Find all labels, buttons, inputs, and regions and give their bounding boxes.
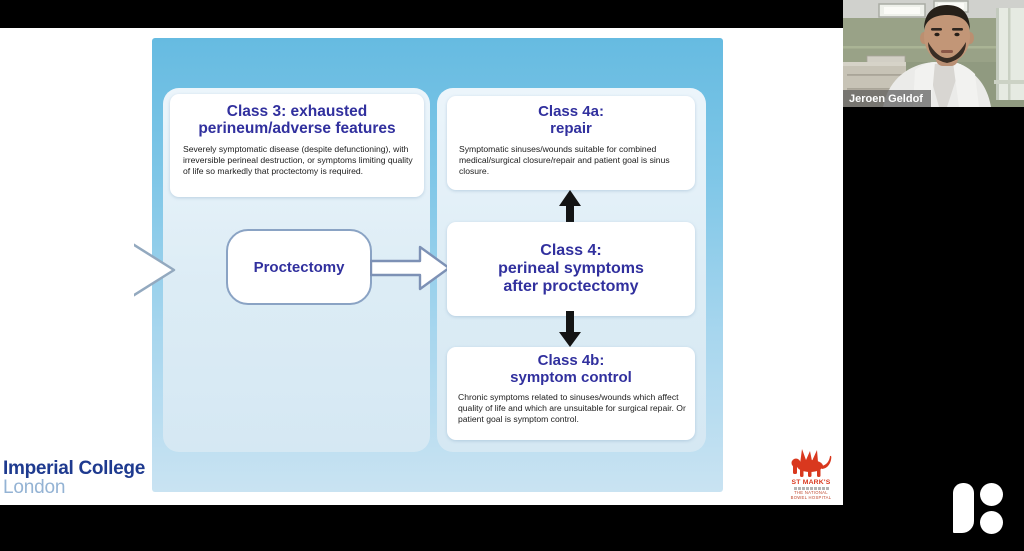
class3-description: Severely symptomatic disease (despite defunctioning), with irreversible perineal destruction, or symptoms limiting quality of life so markedly that proctectomy is required. xyxy=(183,143,413,177)
class4a-title: Class 4a: repair xyxy=(538,103,604,137)
right-arrow-icon xyxy=(370,240,452,296)
st-marks-tagline-2: BOWEL HOSPITAL xyxy=(790,495,832,501)
entry-arrow-icon xyxy=(134,240,180,300)
imperial-college-wordmark: Imperial College xyxy=(3,458,145,479)
participant-name-label xyxy=(843,90,931,107)
class4b-description: Chronic symptoms related to sinuses/wounds which affect quality of life and which are unsuitable for surgical repair. Or patient goal is symptom control. xyxy=(458,391,686,424)
participant-name: Jeroen Geldof xyxy=(849,92,923,105)
class4a-card xyxy=(447,96,695,190)
platform-logo-bar xyxy=(953,483,974,533)
st-marks-wordmark: ST MARK'S xyxy=(791,479,831,486)
proctectomy-card xyxy=(226,229,372,305)
proctectomy-label: Proctectomy xyxy=(253,258,345,276)
imperial-college-logo xyxy=(3,459,145,498)
down-arrow-icon xyxy=(559,311,581,347)
platform-logo-button[interactable] xyxy=(953,482,1005,536)
st-marks-hospital-logo xyxy=(786,448,836,501)
class3-card xyxy=(170,94,424,197)
class3-title: Class 3: exhausted perineum/adverse features xyxy=(198,103,396,138)
class4b-card xyxy=(447,347,695,440)
st-marks-tagline-1: THE NATIONAL xyxy=(794,490,828,495)
class4-card xyxy=(447,222,695,316)
class4b-title: Class 4b: symptom control xyxy=(510,352,632,386)
class4a-description: Symptomatic sinuses/wounds suitable for combined medical/surgical closure/repair and patient goal is sinus closure. xyxy=(459,143,670,176)
winged-lion-icon xyxy=(786,448,836,478)
platform-logo-dot-top xyxy=(980,483,1003,506)
imperial-london-wordmark: London xyxy=(3,477,66,499)
platform-logo-dot-bottom xyxy=(980,511,1003,534)
class4-title: Class 4: perineal symptoms after proctectomy xyxy=(498,242,644,295)
